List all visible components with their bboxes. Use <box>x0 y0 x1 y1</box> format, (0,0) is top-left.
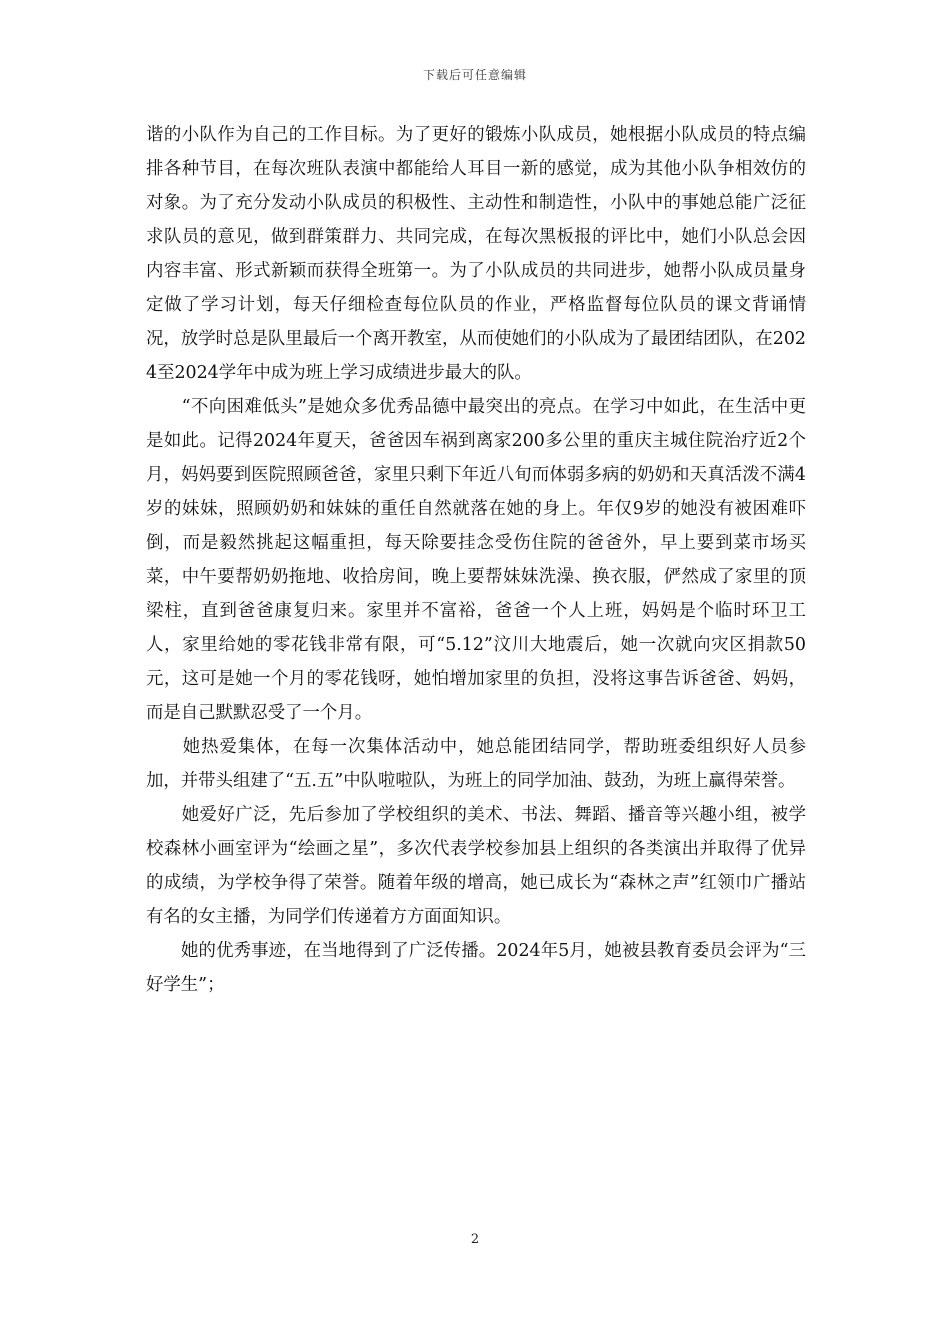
page-number: 2 <box>470 1232 480 1247</box>
page-header: 下载后可任意编辑 <box>422 68 527 82</box>
paragraph-2: “不向困难低头”是她众多优秀品德中最突出的亮点。在学习中如此，在生活中更是如此。记得2024年夏天，爸爸因车祸到离家200多公里的重庆主城住院治疗近2个月，妈妈要到医院照顾爸爸，家里只剩下年近八旬而体弱多病的奶奶和天真活泼不满4岁的妹妹，照顾奶奶和妹妹的重任自然就落在她的身上。年仅9岁的她没有被困难吓倒，而是毅然挑起这幅重担，每天除要挂念受伤住院的爸爸外，早上要到菜市场买菜，中午要帮奶奶拖地、收拾房间，晚上要帮妹妹洗澡、换衣服，俨然成了家里的顶梁柱，直到爸爸康复归来。家里并不富裕，爸爸一个人上班，妈妈是个临时环卫工人，家里给她的零花钱非常有限，可“5.12”汶川大地震后，她一次就向灾区捐款50元，这可是她一个月的零花钱呀，她怕增加家里的负担，没将这事告诉爸爸、妈妈，而是自己默默忍受了一个月。 <box>146 397 806 723</box>
paragraph-3: 她热爱集体，在每一次集体活动中，她总能团结同学，帮助班委组织好人员参加，并带头组建了“五.五”中队啦啦队，为班上的同学加油、鼓劲，为班上赢得荣誉。 <box>146 737 806 791</box>
paragraph-1: 谐的小队作为自己的工作目标。为了更好的锻炼小队成员，她根据小队成员的特点编排各种节目，在每次班队表演中都能给人耳目一新的感觉，成为其他小队争相效仿的对象。为了充分发动小队成员的积极性、主动性和制造性，小队中的事她总能广泛征求队员的意见，做到群策群力、共同完成，在每次黑板报的评比中，她们小队总会因内容丰富、形式新颖而获得全班第一。为了小队成员的共同进步，她帮小队成员量身定做了学习计划，每天仔细检查每位队员的作业，严格监督每位队员的课文背诵情况，放学时总是队里最后一个离开教室，从而使她们的小队成为了最团结团队，在2024至2024学年中成为班上学习成绩进步最大的队。 <box>146 125 806 383</box>
paragraph-4: 她爱好广泛，先后参加了学校组织的美术、书法、舞蹈、播音等兴趣小组，被学校森林小画室评为“绘画之星”，多次代表学校参加县上组织的各类演出并取得了优异的成绩，为学校争得了荣誉。随着年级的增高，她已成长为“森林之声”红领巾广播站有名的女主播，为同学们传递着方方面面知识。 <box>146 805 806 927</box>
paragraph-5: 她的优秀事迹，在当地得到了广泛传播。2024年5月，她被县教育委员会评为“三好学生”； <box>146 941 806 995</box>
document-body <box>146 118 806 1002</box>
